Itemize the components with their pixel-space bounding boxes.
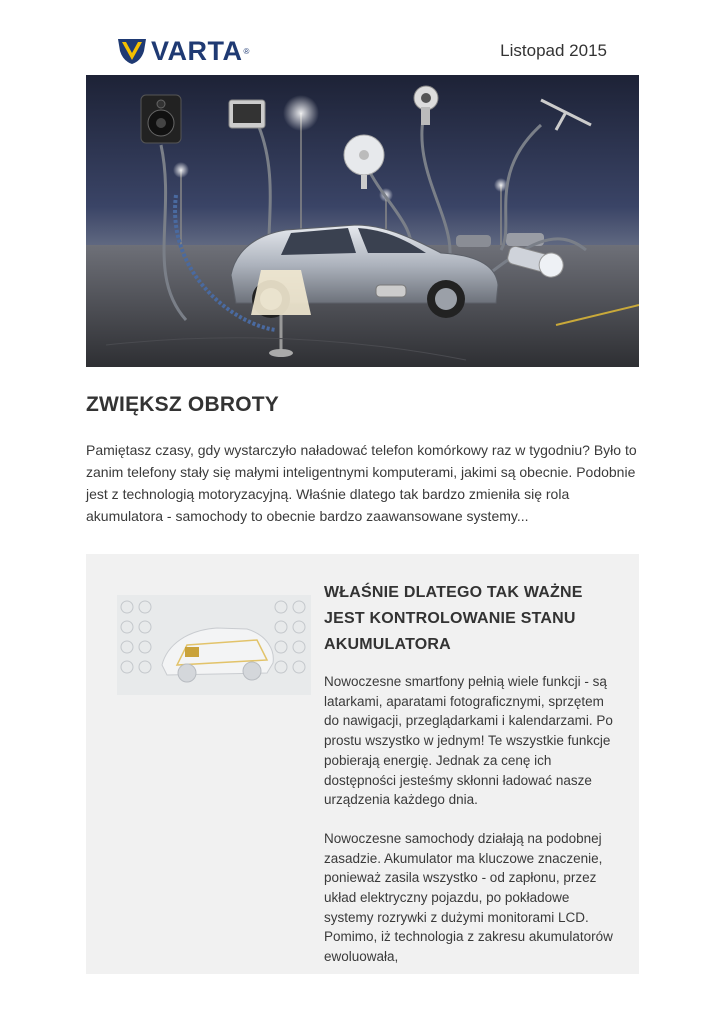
article-title: ZWIĘKSZ OBROTY [86,393,279,416]
issue-date: Listopad 2015 [500,41,607,60]
varta-shield-icon [117,37,147,65]
car-xray-diagram [117,595,311,695]
email-header [0,0,725,75]
panel-paragraph-1: Nowoczesne smartfony pełnią wiele funkcji - są latarkami, aparatami fotograficznymi, sprzętem do nawigacji, przeglądarkami i kalendarzami. Po prostu wszystko w jednym! Te wszystkie funkcje pobierają energię. Jednak za cenę ich dostępności jesteśmy skłonni ładować nasze urządzenia każdego dnia. [324,674,613,808]
info-panel [86,554,639,974]
panel-title: WŁAŚNIE DLATEGO TAK WAŻNE JEST KONTROLOWANIE STANU AKUMULATORA [324,584,583,653]
hero-image [86,75,639,367]
panel-paragraph-2: Nowoczesne samochody działają na podobnej zasadzie. Akumulator ma kluczowe znaczenie, ponieważ zasila wszystko - od zapłonu, przez układ elektryczny pojazdu, po pokładowe systemy rozrywki z dużymi monitorami LCD. Pomimo, iż technologia z zakresu akumulatorów ewoluowała, [324,830,613,965]
registered-mark: ® [243,46,250,56]
panel-text [324,580,614,967]
logo-wordmark: VARTA [151,36,243,66]
varta-logo[interactable] [117,37,249,65]
car-electrical-illustration [117,595,311,695]
article-intro: Pamiętasz czasy, gdy wystarczyło naładować telefon komórkowy raz w tygodniu? Było to zanim telefony stały się małymi inteligentnymi komputerami, jakimi są obecnie. Podobnie jest z technologią motoryzacyjną. Właśnie dlatego tak bardzo zmieniła się rola akumulatora - samochody to obecnie bardzo zaawansowane systemy... [86,442,637,524]
hero-car-devices-illustration [86,75,639,367]
